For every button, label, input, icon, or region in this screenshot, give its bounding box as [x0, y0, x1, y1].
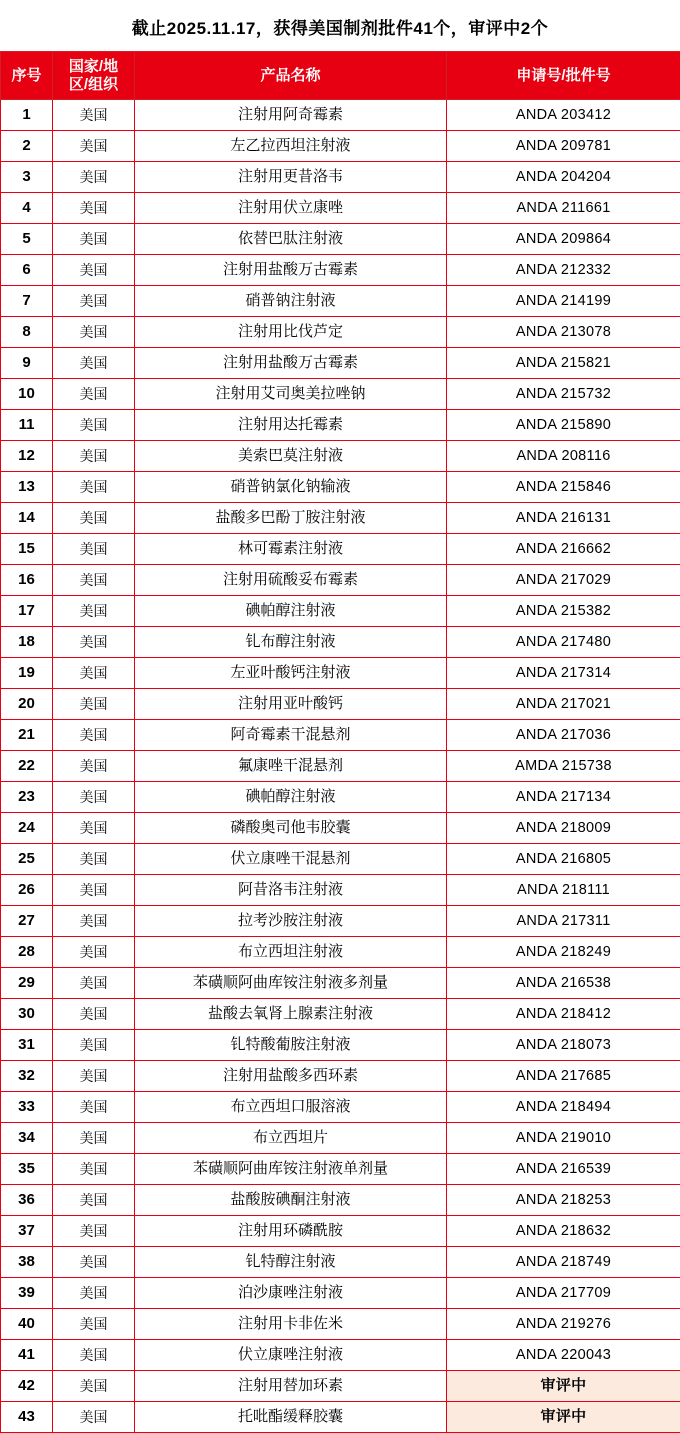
- cell-region: 美国: [53, 286, 135, 317]
- table-row: [1, 1309, 680, 1340]
- cell-product-name: 硝普钠注射液: [135, 286, 447, 317]
- table-row: [1, 1185, 680, 1216]
- cell-region: 美国: [53, 906, 135, 937]
- table-row: [1, 627, 680, 658]
- table-row: [1, 162, 680, 193]
- cell-index: 13: [1, 472, 53, 503]
- cell-product-name: 注射用亚叶酸钙: [135, 689, 447, 720]
- cell-product-name: 注射用环磷酰胺: [135, 1216, 447, 1247]
- cell-index: 30: [1, 999, 53, 1030]
- cell-index: 18: [1, 627, 53, 658]
- cell-application-number: ANDA 208116: [447, 441, 680, 472]
- cell-application-number: ANDA 216805: [447, 844, 680, 875]
- table-row: [1, 1371, 680, 1402]
- table-row: [1, 1340, 680, 1371]
- cell-region: 美国: [53, 131, 135, 162]
- cell-region: 美国: [53, 1402, 135, 1433]
- cell-region: 美国: [53, 937, 135, 968]
- table-row: [1, 1278, 680, 1309]
- cell-region: 美国: [53, 1278, 135, 1309]
- table-row: [1, 1154, 680, 1185]
- table-row: [1, 565, 680, 596]
- cell-region: 美国: [53, 1185, 135, 1216]
- cell-region: 美国: [53, 1030, 135, 1061]
- cell-application-number: ANDA 215732: [447, 379, 680, 410]
- table-row: [1, 689, 680, 720]
- cell-region: 美国: [53, 1123, 135, 1154]
- cell-product-name: 注射用卡非佐米: [135, 1309, 447, 1340]
- table-row: [1, 1402, 680, 1433]
- cell-product-name: 钆特醇注射液: [135, 1247, 447, 1278]
- table-row: [1, 441, 680, 472]
- cell-product-name: 注射用盐酸多西环素: [135, 1061, 447, 1092]
- cell-index: 15: [1, 534, 53, 565]
- table-row: [1, 100, 680, 131]
- cell-status-badge: 审评中: [447, 1402, 680, 1433]
- table-row: [1, 1247, 680, 1278]
- cell-region: 美国: [53, 565, 135, 596]
- cell-product-name: 注射用盐酸万古霉素: [135, 348, 447, 379]
- cell-product-name: 钆特酸葡胺注射液: [135, 1030, 447, 1061]
- table-header: [1, 52, 680, 100]
- cell-product-name: 美索巴莫注射液: [135, 441, 447, 472]
- cell-index: 7: [1, 286, 53, 317]
- cell-product-name: 苯磺顺阿曲库铵注射液单剂量: [135, 1154, 447, 1185]
- cell-index: 41: [1, 1340, 53, 1371]
- column-header-region-line2: 区/组织: [55, 76, 132, 94]
- cell-region: 美国: [53, 999, 135, 1030]
- cell-region: 美国: [53, 1092, 135, 1123]
- table-row: [1, 782, 680, 813]
- table-row: [1, 720, 680, 751]
- cell-product-name: 苯磺顺阿曲库铵注射液多剂量: [135, 968, 447, 999]
- cell-application-number: ANDA 218009: [447, 813, 680, 844]
- cell-application-number: ANDA 215821: [447, 348, 680, 379]
- cell-index: 1: [1, 100, 53, 131]
- cell-index: 9: [1, 348, 53, 379]
- cell-index: 5: [1, 224, 53, 255]
- cell-application-number: ANDA 218749: [447, 1247, 680, 1278]
- cell-index: 37: [1, 1216, 53, 1247]
- table-row: [1, 286, 680, 317]
- cell-application-number: ANDA 217480: [447, 627, 680, 658]
- table-row: [1, 813, 680, 844]
- cell-product-name: 盐酸胺碘酮注射液: [135, 1185, 447, 1216]
- cell-region: 美国: [53, 596, 135, 627]
- cell-product-name: 氟康唑干混悬剂: [135, 751, 447, 782]
- cell-index: 11: [1, 410, 53, 441]
- table-row: [1, 968, 680, 999]
- cell-application-number: ANDA 218073: [447, 1030, 680, 1061]
- table-row: [1, 193, 680, 224]
- table-row: [1, 379, 680, 410]
- cell-index: 17: [1, 596, 53, 627]
- table-row: [1, 224, 680, 255]
- cell-product-name: 林可霉素注射液: [135, 534, 447, 565]
- cell-application-number: ANDA 220043: [447, 1340, 680, 1371]
- cell-application-number: ANDA 209864: [447, 224, 680, 255]
- cell-index: 27: [1, 906, 53, 937]
- cell-product-name: 磷酸奥司他韦胶囊: [135, 813, 447, 844]
- table-row: [1, 658, 680, 689]
- cell-product-name: 左乙拉西坦注射液: [135, 131, 447, 162]
- cell-region: 美国: [53, 658, 135, 689]
- cell-region: 美国: [53, 224, 135, 255]
- cell-index: 3: [1, 162, 53, 193]
- cell-index: 31: [1, 1030, 53, 1061]
- cell-region: 美国: [53, 1247, 135, 1278]
- table-row: [1, 472, 680, 503]
- cell-region: 美国: [53, 410, 135, 441]
- cell-index: 22: [1, 751, 53, 782]
- cell-application-number: ANDA 217709: [447, 1278, 680, 1309]
- cell-product-name: 注射用达托霉素: [135, 410, 447, 441]
- header-row: [1, 52, 680, 100]
- cell-product-name: 依替巴肽注射液: [135, 224, 447, 255]
- cell-application-number: ANDA 217314: [447, 658, 680, 689]
- table-row: [1, 1030, 680, 1061]
- cell-region: 美国: [53, 720, 135, 751]
- cell-application-number: ANDA 218253: [447, 1185, 680, 1216]
- cell-product-name: 盐酸去氧肾上腺素注射液: [135, 999, 447, 1030]
- column-header-region-line1: 国家/地: [55, 58, 132, 76]
- cell-index: 10: [1, 379, 53, 410]
- cell-application-number: ANDA 212332: [447, 255, 680, 286]
- column-header-index: 序号: [1, 52, 53, 100]
- cell-region: 美国: [53, 1340, 135, 1371]
- cell-index: 33: [1, 1092, 53, 1123]
- table-body: [1, 100, 680, 1433]
- cell-region: 美国: [53, 503, 135, 534]
- table-row: [1, 131, 680, 162]
- cell-region: 美国: [53, 441, 135, 472]
- cell-product-name: 布立西坦口服溶液: [135, 1092, 447, 1123]
- cell-index: 16: [1, 565, 53, 596]
- cell-application-number: ANDA 216131: [447, 503, 680, 534]
- cell-application-number: ANDA 214199: [447, 286, 680, 317]
- cell-product-name: 注射用阿奇霉素: [135, 100, 447, 131]
- cell-region: 美国: [53, 1371, 135, 1402]
- cell-application-number: ANDA 213078: [447, 317, 680, 348]
- cell-index: 6: [1, 255, 53, 286]
- table-row: [1, 999, 680, 1030]
- table-row: [1, 317, 680, 348]
- cell-application-number: ANDA 203412: [447, 100, 680, 131]
- cell-index: 29: [1, 968, 53, 999]
- cell-region: 美国: [53, 379, 135, 410]
- cell-region: 美国: [53, 751, 135, 782]
- cell-region: 美国: [53, 1061, 135, 1092]
- approvals-table: [0, 51, 680, 1433]
- cell-application-number: ANDA 217134: [447, 782, 680, 813]
- cell-application-number: ANDA 218249: [447, 937, 680, 968]
- cell-index: 23: [1, 782, 53, 813]
- cell-application-number: ANDA 215382: [447, 596, 680, 627]
- cell-region: 美国: [53, 1216, 135, 1247]
- cell-region: 美国: [53, 534, 135, 565]
- cell-application-number: ANDA 217036: [447, 720, 680, 751]
- cell-application-number: ANDA 217311: [447, 906, 680, 937]
- cell-index: 12: [1, 441, 53, 472]
- table-row: [1, 410, 680, 441]
- cell-index: 39: [1, 1278, 53, 1309]
- cell-product-name: 注射用替加环素: [135, 1371, 447, 1402]
- cell-region: 美国: [53, 813, 135, 844]
- cell-region: 美国: [53, 1154, 135, 1185]
- table-row: [1, 255, 680, 286]
- cell-index: 35: [1, 1154, 53, 1185]
- column-header-appno: 申请号/批件号: [447, 52, 680, 100]
- cell-application-number: ANDA 218494: [447, 1092, 680, 1123]
- cell-index: 14: [1, 503, 53, 534]
- table-row: [1, 751, 680, 782]
- cell-product-name: 碘帕醇注射液: [135, 596, 447, 627]
- table-row: [1, 844, 680, 875]
- cell-product-name: 伏立康唑注射液: [135, 1340, 447, 1371]
- page-title: 截止2025.11.17，获得美国制剂批件41个，审评中2个: [0, 0, 680, 51]
- cell-region: 美国: [53, 844, 135, 875]
- cell-index: 32: [1, 1061, 53, 1092]
- cell-application-number: ANDA 217021: [447, 689, 680, 720]
- table-row: [1, 1092, 680, 1123]
- cell-index: 8: [1, 317, 53, 348]
- cell-index: 28: [1, 937, 53, 968]
- cell-product-name: 注射用伏立康唑: [135, 193, 447, 224]
- cell-index: 24: [1, 813, 53, 844]
- cell-region: 美国: [53, 348, 135, 379]
- cell-index: 36: [1, 1185, 53, 1216]
- cell-application-number: ANDA 218412: [447, 999, 680, 1030]
- cell-region: 美国: [53, 968, 135, 999]
- cell-index: 34: [1, 1123, 53, 1154]
- cell-region: 美国: [53, 1309, 135, 1340]
- cell-product-name: 阿昔洛韦注射液: [135, 875, 447, 906]
- cell-application-number: ANDA 204204: [447, 162, 680, 193]
- cell-product-name: 注射用艾司奥美拉唑钠: [135, 379, 447, 410]
- cell-application-number: ANDA 216538: [447, 968, 680, 999]
- cell-application-number: ANDA 216539: [447, 1154, 680, 1185]
- column-header-region: [53, 52, 135, 100]
- cell-product-name: 钆布醇注射液: [135, 627, 447, 658]
- cell-product-name: 布立西坦片: [135, 1123, 447, 1154]
- cell-index: 25: [1, 844, 53, 875]
- table-row: [1, 1216, 680, 1247]
- cell-application-number: ANDA 219010: [447, 1123, 680, 1154]
- cell-application-number: ANDA 215890: [447, 410, 680, 441]
- cell-index: 2: [1, 131, 53, 162]
- cell-application-number: ANDA 217029: [447, 565, 680, 596]
- cell-product-name: 注射用硫酸妥布霉素: [135, 565, 447, 596]
- cell-region: 美国: [53, 255, 135, 286]
- table-row: [1, 1061, 680, 1092]
- cell-product-name: 注射用盐酸万古霉素: [135, 255, 447, 286]
- cell-application-number: ANDA 218111: [447, 875, 680, 906]
- cell-product-name: 注射用比伐芦定: [135, 317, 447, 348]
- cell-application-number: ANDA 217685: [447, 1061, 680, 1092]
- cell-index: 26: [1, 875, 53, 906]
- table-row: [1, 937, 680, 968]
- cell-product-name: 左亚叶酸钙注射液: [135, 658, 447, 689]
- cell-region: 美国: [53, 100, 135, 131]
- cell-region: 美国: [53, 782, 135, 813]
- column-header-product: 产品名称: [135, 52, 447, 100]
- cell-application-number: ANDA 216662: [447, 534, 680, 565]
- cell-region: 美国: [53, 193, 135, 224]
- table-row: [1, 348, 680, 379]
- cell-product-name: 泊沙康唑注射液: [135, 1278, 447, 1309]
- table-row: [1, 1123, 680, 1154]
- cell-product-name: 盐酸多巴酚丁胺注射液: [135, 503, 447, 534]
- cell-application-number: ANDA 218632: [447, 1216, 680, 1247]
- cell-index: 20: [1, 689, 53, 720]
- cell-region: 美国: [53, 472, 135, 503]
- cell-product-name: 拉考沙胺注射液: [135, 906, 447, 937]
- cell-status-badge: 审评中: [447, 1371, 680, 1402]
- table-row: [1, 596, 680, 627]
- cell-region: 美国: [53, 317, 135, 348]
- cell-region: 美国: [53, 627, 135, 658]
- cell-product-name: 注射用更昔洛韦: [135, 162, 447, 193]
- cell-product-name: 托吡酯缓释胶囊: [135, 1402, 447, 1433]
- cell-region: 美国: [53, 689, 135, 720]
- cell-region: 美国: [53, 875, 135, 906]
- cell-product-name: 布立西坦注射液: [135, 937, 447, 968]
- cell-product-name: 硝普钠氯化钠输液: [135, 472, 447, 503]
- cell-product-name: 阿奇霉素干混悬剂: [135, 720, 447, 751]
- cell-index: 43: [1, 1402, 53, 1433]
- table-row: [1, 906, 680, 937]
- cell-region: 美国: [53, 162, 135, 193]
- cell-application-number: ANDA 219276: [447, 1309, 680, 1340]
- cell-index: 21: [1, 720, 53, 751]
- cell-index: 42: [1, 1371, 53, 1402]
- cell-application-number: AMDA 215738: [447, 751, 680, 782]
- table-row: [1, 534, 680, 565]
- table-row: [1, 875, 680, 906]
- table-row: [1, 503, 680, 534]
- cell-application-number: ANDA 215846: [447, 472, 680, 503]
- cell-index: 38: [1, 1247, 53, 1278]
- cell-application-number: ANDA 211661: [447, 193, 680, 224]
- cell-index: 40: [1, 1309, 53, 1340]
- cell-index: 4: [1, 193, 53, 224]
- cell-product-name: 伏立康唑干混悬剂: [135, 844, 447, 875]
- cell-application-number: ANDA 209781: [447, 131, 680, 162]
- cell-index: 19: [1, 658, 53, 689]
- cell-product-name: 碘帕醇注射液: [135, 782, 447, 813]
